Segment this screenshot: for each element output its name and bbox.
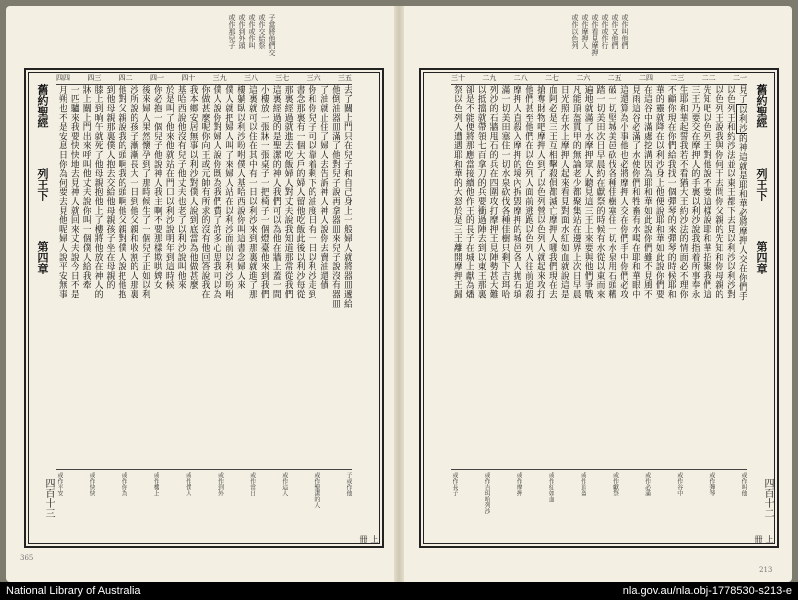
right-footnote: 或作長子 (451, 472, 458, 496)
right-page (399, 6, 792, 582)
left-text-column: 小樓放一張牀一張桌子一把椅子一個燈臺他來到我們 (258, 85, 269, 299)
right-footnote: 或作谷中 (675, 472, 683, 496)
right-text-column: 血阿必是三王互相擊殺俱都滅亡摩押人哪我們現在去 (547, 85, 557, 299)
right-text-column: 摩押人直殺入摩押的境內拆毀摩押的城邑各人拋石填 (511, 85, 522, 299)
left-top-note: 或作或作叫 (248, 14, 256, 49)
right-footnote: 或作頂盔 (579, 472, 587, 496)
right-footnotes (451, 472, 747, 542)
left-chapter: 第四章 (36, 241, 49, 274)
left-footnotes (56, 472, 352, 542)
left-line-number: 三九 (212, 74, 227, 82)
left-line-number: 四一 (149, 74, 164, 82)
left-text-column: 樓躺臥以利沙吩咐僕人基哈西說你叫這書念婦人來 (235, 85, 246, 290)
right-line-number: 二五 (607, 74, 622, 82)
right-footnote: 或作叫他 (739, 472, 747, 496)
left-page-number: 四百十三 (43, 478, 54, 518)
left-text-column: 他對父親說我的頭啊我的頭啊他父親對僕人說把他抱 (116, 85, 127, 299)
right-line-number: 二六 (576, 74, 591, 82)
right-line-numbers (451, 73, 747, 83)
book-spread (6, 6, 792, 582)
left-text-column: 你做甚麼呢你向王或元帥有所求的沒有他回答說我在 (199, 85, 210, 299)
right-text-column: 破一切堅城美邑砍伐各種佳樹塞住一切水泉用石頭糟 (606, 85, 617, 299)
left-text-columns (56, 84, 352, 470)
right-text-column: 列沙的石牆甩石的兵在四圍攻打摩押王見陣勢甚大難 (487, 85, 498, 299)
left-sheet-mark: 365 (20, 554, 34, 562)
left-footnote: 或作當日 (248, 472, 256, 496)
right-footnote: 或作彈琴 (707, 472, 715, 496)
left-line-number: 四二 (118, 74, 133, 82)
right-book-title: 列王下 (755, 168, 768, 201)
left-text-column: 月朔也不是安息日你為何要去見他呢婦人說平安無事 (57, 85, 67, 299)
right-text-column: 他們甚至他們在以色列人面前逃跑以色列人往前追殺 (523, 85, 534, 299)
left-text-column: 他倒油器皿滿了他對兒子說再拿器皿來兒子說沒有器皿 (330, 85, 341, 309)
right-line-number: 二九 (482, 74, 497, 82)
left-footnote: 或作快快 (88, 472, 96, 496)
left-running-head (28, 84, 56, 468)
right-text-column: 以色列王說我與你何干去問你父親的先知和你母親的 (713, 85, 724, 299)
left-top-note: 或作到外頭 (238, 14, 246, 49)
left-text-column: 書念那裏有一個大戶的婦人留他吃飯此後以利沙每從 (294, 85, 305, 299)
left-text-column: 僕人說你對婦人說你既為我們費了許多心思我可以為 (211, 85, 222, 299)
right-text-column: 先知吧以色列王對他說不要這樣說耶和華招聚我們這 (701, 85, 712, 299)
left-footnote: 或作平安 (56, 472, 63, 496)
left-footnote: 或作你為 (120, 472, 128, 496)
left-line-number: 三六 (306, 74, 321, 82)
right-text-column: 不顧你現在你們給我找一個彈琴的來彈琴的時候耶和 (665, 85, 676, 299)
right-text-column: 見了以利沙的神這就是耶和華必將摩押人交在你們手 (737, 85, 747, 301)
right-top-note: 或作叫他們 (621, 14, 629, 49)
left-footnote: 或作聖潔的人 (312, 472, 320, 508)
right-running-title: 舊約聖經 (755, 84, 768, 128)
right-text-frame (419, 68, 779, 548)
left-running-title: 舊約聖經 (36, 84, 49, 128)
right-top-note: 或作摩押人 (581, 14, 589, 49)
right-line-number: 二八 (513, 74, 528, 82)
left-footnote: 或作僕人 (184, 472, 192, 496)
right-chapter: 第四章 (755, 241, 768, 274)
footer-library-name: National Library of Australia (6, 585, 141, 597)
left-text-column: 於是叫了他來他就站在門口以利沙說明年到這時候 (163, 85, 174, 290)
right-sheet-mark: 213 (759, 566, 773, 574)
right-line-number: 二二 (701, 74, 716, 82)
left-book-title: 列王下 (36, 168, 49, 201)
left-text-column: 這裏經過的是聖潔的神人我們可以為他在牆上蓋一間 (270, 85, 281, 299)
left-top-note: 子當將他們交 (268, 14, 276, 56)
left-text-column: 牀上關上門出來呼叫他丈夫說你叫一個僕人給我牽 (80, 85, 91, 290)
left-footnote: 或作到外 (216, 472, 224, 496)
left-text-column: 沙所說的孩子漸漸長大一日到他父親和收割的人那裏 (128, 85, 139, 299)
left-text-column: 到他母親那裏僕人抱去交給他母親孩子坐在母親的 (104, 85, 115, 290)
left-text-column: 你必抱一個兒子他說神人我主啊不要那樣欺哄婢女 (152, 85, 162, 290)
left-line-numbers (56, 73, 352, 83)
right-top-note: 或作又他們 (611, 14, 619, 49)
right-line-number: 二三 (670, 74, 685, 82)
library-footer (0, 582, 798, 600)
right-text-column: 搶奪財物吧摩押人到了以色列營以色列人就起來攻打 (535, 85, 546, 299)
left-page (6, 6, 399, 582)
right-running-head (747, 84, 775, 468)
right-top-note: 或作或作行 (601, 14, 609, 49)
right-highlight: 以利沙 (737, 104, 747, 133)
right-footnote: 或作摩押 (515, 472, 523, 496)
right-text-column: 以色列王和約沙法並以東王都下去見以利沙以利沙對 (725, 85, 736, 299)
right-line-number: 三十 (451, 74, 465, 82)
right-text-column: 滿一切美田塞住一切水泉砍伐各種佳樹只剩下吉珥哈 (499, 85, 510, 299)
left-footnote: 或作樓上 (152, 472, 160, 496)
right-top-note: 或作看見摩押 (591, 14, 599, 56)
left-text-column: 你和你兒子可以靠着剩下的油度日有一日以利沙走到 (306, 85, 317, 299)
left-line-number: 四三 (87, 74, 102, 82)
left-line-number: 四十 (181, 74, 196, 82)
left-text-column: 僕人就把婦人叫了來婦人站在以利沙面前以利沙吩咐 (223, 85, 234, 299)
left-line-number: 三八 (243, 74, 258, 82)
right-text-column: 這還算為小事他也必將摩押人交在你們手中你們必攻 (618, 85, 629, 299)
left-footnote: 子或作他 (344, 472, 352, 496)
right-volume-label: 上冊 (754, 535, 774, 543)
right-text-column: 卻是不能便將那應當接續他作王的長子在城上獻為燔 (463, 85, 474, 299)
right-top-note: 或作以色列 (571, 14, 579, 49)
left-text-frame (24, 68, 384, 548)
right-text-column: 華的靈就降在以利沙身上他便說耶和華如此說你們要 (653, 85, 664, 299)
left-text-column: 基哈西說他沒有兒子他丈夫也老了以利沙說叫他來 (175, 85, 186, 290)
right-footnote: 或作獻祭 (611, 472, 619, 496)
right-page-number: 四百十二 (762, 478, 773, 518)
left-text-column: 那裏經過就進去吃飯婦人對丈夫說我知道那常從我們 (282, 85, 293, 299)
right-line-number: 二一 (732, 74, 747, 82)
left-line-number: 四四 (56, 74, 70, 82)
right-text-column: 生耶和華起誓我若不看猶大王約沙法的情面必不理你 (677, 85, 688, 299)
left-text-column: 去了關上門只在兒子和自己身上一般婦人就將器皿遞給 (342, 85, 352, 309)
right-text-column: 三王乃要交在摩押人的手裏以利沙說我指着所事奉永 (689, 85, 700, 299)
left-text-column: 一匹驢來我要快快地去見神人就回來丈夫說今日不是 (68, 85, 79, 299)
left-text-column: 我本鄉安居無事以利沙對僕人說到底當為他做甚麼 (187, 85, 198, 290)
footer-object-id: nla.gov.au/nla.obj-1778530-s213-e (622, 585, 792, 597)
right-text-column: 以抵擋就帶領七百拿刀的兵要衝過陣去到以東王那裏 (475, 85, 486, 299)
right-text-column: 踏一切美田次日早晨約在獻祭的時候有水從以東而來 (594, 85, 605, 299)
right-footnote: 或作必滿 (643, 472, 651, 496)
left-text-column: 後來婦人果然懷孕到了那時候生了一個兒子正如以利 (140, 85, 151, 299)
left-footnote: 或作這人 (280, 472, 288, 496)
right-top-notes (489, 14, 629, 64)
right-text-column: 日光照在水上摩押人起來看見對面水紅如血就說這是 (558, 85, 569, 299)
right-text-column: 遍地就滿了水摩押眾人聽見這三王上來要與他們爭戰 (582, 85, 593, 299)
right-footnote: 或作紅如血 (547, 472, 555, 502)
left-top-notes (156, 14, 276, 64)
right-text-column: 在這谷中滿處挖溝因為耶和華如此說你們雖不見風不 (642, 85, 652, 299)
left-line-number: 三七 (275, 74, 290, 82)
left-top-note: 或作那兒子 (228, 14, 236, 49)
left-volume-label: 上冊 (359, 535, 379, 543)
right-text-column: 見雨這谷必滿了水使你們和牲畜有水喝在耶和華眼中 (630, 85, 641, 299)
left-text-column: 這裏就可以住在其中有一日以利沙來到那裏就進了那 (247, 85, 257, 299)
left-line-number: 三五 (337, 74, 352, 82)
right-text-column: 凡能頂盔貫甲的無論老少都聚集站在邊界上次日早晨 (570, 85, 581, 299)
right-text-columns (451, 84, 747, 470)
left-top-note: 或作交給祭 (258, 14, 266, 49)
right-text-column: 祭以色列人遭遇耶和華的大怒於是三王離開摩押王歸 (452, 85, 462, 299)
left-text-column: 了油就止住了婦人去告訴神人神人說你去賣油還債 (318, 85, 329, 290)
right-footnote: 或作吉珥哈列沙 (483, 472, 491, 514)
right-line-number: 二四 (638, 74, 653, 82)
right-line-number: 二七 (544, 74, 559, 82)
left-text-column: 膝上到晌午就死了他母親抱他上了樓將他放在神人的 (92, 85, 103, 299)
